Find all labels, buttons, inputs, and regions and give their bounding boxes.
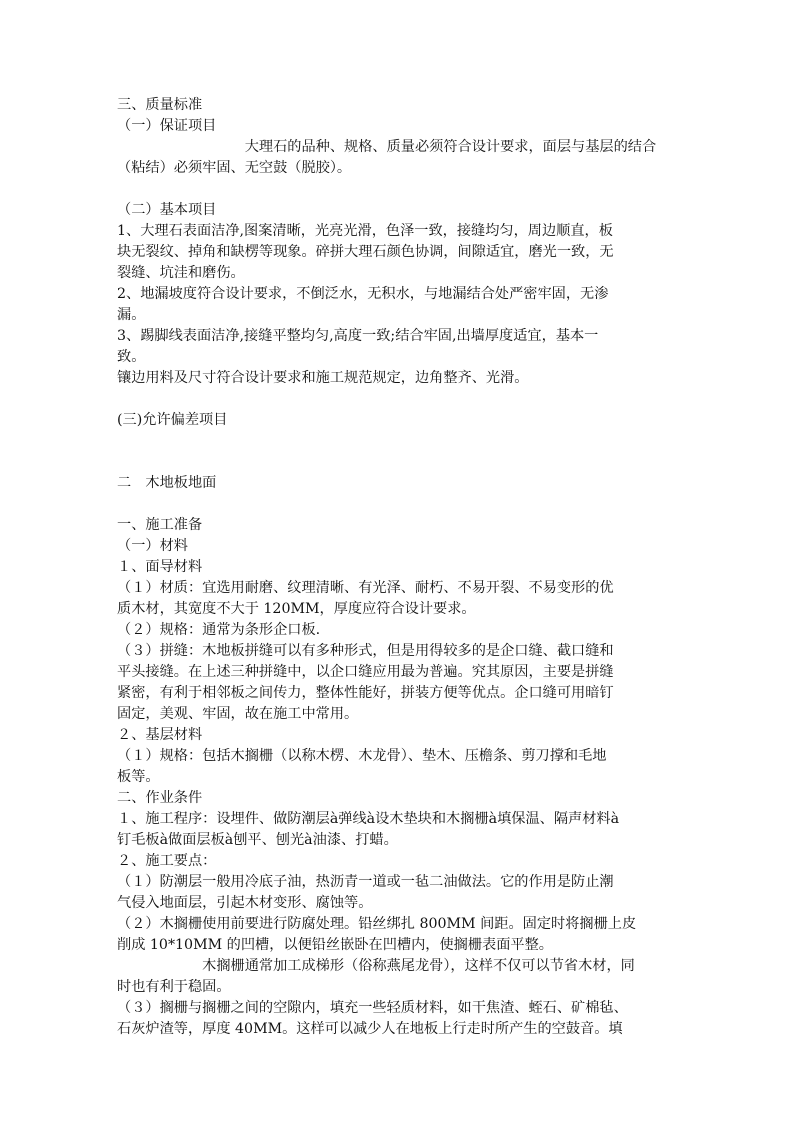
subheading-basic-items: （二）基本项目 — [117, 202, 217, 218]
text-line: （１）规格：包括木搁栅（以称木楞、木龙骨）、垫木、压檐条、剪刀撑和毛地 — [117, 748, 607, 764]
text-line: （２）规格：通常为条形企口板. — [117, 622, 321, 638]
text-line: （１）防潮层一般用冷底子油，热沥青一道或一毡二油做法。它的作用是防止潮 — [117, 874, 614, 890]
text-line: 板等。 — [117, 769, 160, 785]
section-wood-floor — [117, 473, 687, 494]
text-line: 块无裂纹、掉角和缺楞等现象。碎拼大理石颜色协调，间隙适宜，磨光一致，无 — [117, 244, 614, 260]
heading-work-conditions: 二、作业条件 — [117, 790, 203, 806]
text-line: 石灰炉渣等，厚度 40MM。这样可以减少人在地板上行走时所产生的空鼓音。填 — [117, 1021, 623, 1037]
text-line: （粘结）必须牢固、无空鼓（脱胶）。 — [117, 160, 352, 176]
text-line: 时也有利于稳固。 — [117, 979, 231, 995]
document-page — [117, 95, 687, 1040]
heading-wood-floor: 二 木地板地面 — [117, 475, 217, 491]
section-quality-standard — [117, 95, 687, 179]
text-line: 裂缝、坑洼和磨伤。 — [117, 265, 245, 281]
text-line: （３）搁栅与搁栅之间的空隙内，填充一些轻质材料，如干焦渣、蛭石、矿棉毡、 — [117, 1000, 628, 1016]
text-line: （１）材质：宜选用耐磨、纹理清晰、有光泽、耐朽、不易开裂、不易变形的优 — [117, 580, 614, 596]
text-line: 大理石的品种、规格、质量必须符合设计要求，面层与基层的结合 — [117, 139, 657, 155]
text-line: ２、基层材料 — [117, 727, 203, 743]
section-allowed-deviation — [117, 410, 687, 431]
text-line: １、施工程序：设埋件、做防潮层à弹线à设木垫块和木搁栅à填保温、隔声材料à — [117, 811, 620, 827]
text-line: 3、踢脚线表面洁净,接缝平整均匀,高度一致;结合牢固,出墙厚度适宜，基本一 — [117, 328, 599, 344]
section-basic-items — [117, 200, 687, 389]
text-line: 质木材，其宽度不大于 120MM，厚度应符合设计要求。 — [117, 601, 476, 617]
text-line: 镶边用料及尺寸符合设计要求和施工规范规定，边角整齐、光滑。 — [117, 370, 529, 386]
text-line: 钉毛板à做面层板à刨平、刨光à油漆、打蜡。 — [117, 832, 398, 848]
text-line: 紧密，有利于相邻板之间传力，整体性能好，拼装方便等优点。企口缝可用暗钉 — [117, 685, 614, 701]
text-line: 2、地漏坡度符合设计要求，不倒泛水，无积水，与地漏结合处严密牢固，无渗 — [117, 286, 609, 302]
spacer — [117, 179, 687, 200]
text-line: 漏。 — [117, 307, 146, 323]
heading-construction-prep: 一、施工准备 — [117, 517, 203, 533]
text-line: （３）拼缝：木地板拼缝可以有多种形式，但是用得较多的是企口缝、截口缝和 — [117, 643, 614, 659]
subheading-allowed-deviation: (三)允许偏差项目 — [117, 412, 228, 428]
text-line: 平头接缝。在上述三种拼缝中，以企口缝应用最为普遍。究其原因，主要是拼缝 — [117, 664, 614, 680]
text-line: 木搁栅通常加工成梯形（俗称燕尾龙骨），这样不仅可以节省木材，同 — [117, 958, 635, 974]
section-construction-prep — [117, 515, 687, 1040]
text-line: 1、大理石表面洁净,图案清晰，光亮光滑，色泽一致，接缝均匀，周边顺直，板 — [117, 223, 613, 239]
text-line: ２、施工要点： — [117, 853, 217, 869]
text-line: 削成 10*10MM 的凹槽，以便铅丝嵌卧在凹槽内，使搁栅表面平整。 — [117, 937, 553, 953]
text-line: １、面导材料 — [117, 559, 203, 575]
subheading-guarantee-items: （一）保证项目 — [117, 118, 217, 134]
text-line: 气侵入地面层，引起木材变形、腐蚀等。 — [117, 895, 373, 911]
text-line: 固定，美观、牢固，故在施工中常用。 — [117, 706, 359, 722]
text-line: 致。 — [117, 349, 146, 365]
text-line: （２）木搁栅使用前要进行防腐处理。铅丝绑扎 800MM 间距。固定时将搁栅上皮 — [117, 916, 637, 932]
spacer — [117, 431, 687, 473]
heading-quality-standard: 三、质量标准 — [117, 97, 203, 113]
subheading-materials: （一）材料 — [117, 538, 188, 554]
spacer — [117, 494, 687, 515]
spacer — [117, 389, 687, 410]
